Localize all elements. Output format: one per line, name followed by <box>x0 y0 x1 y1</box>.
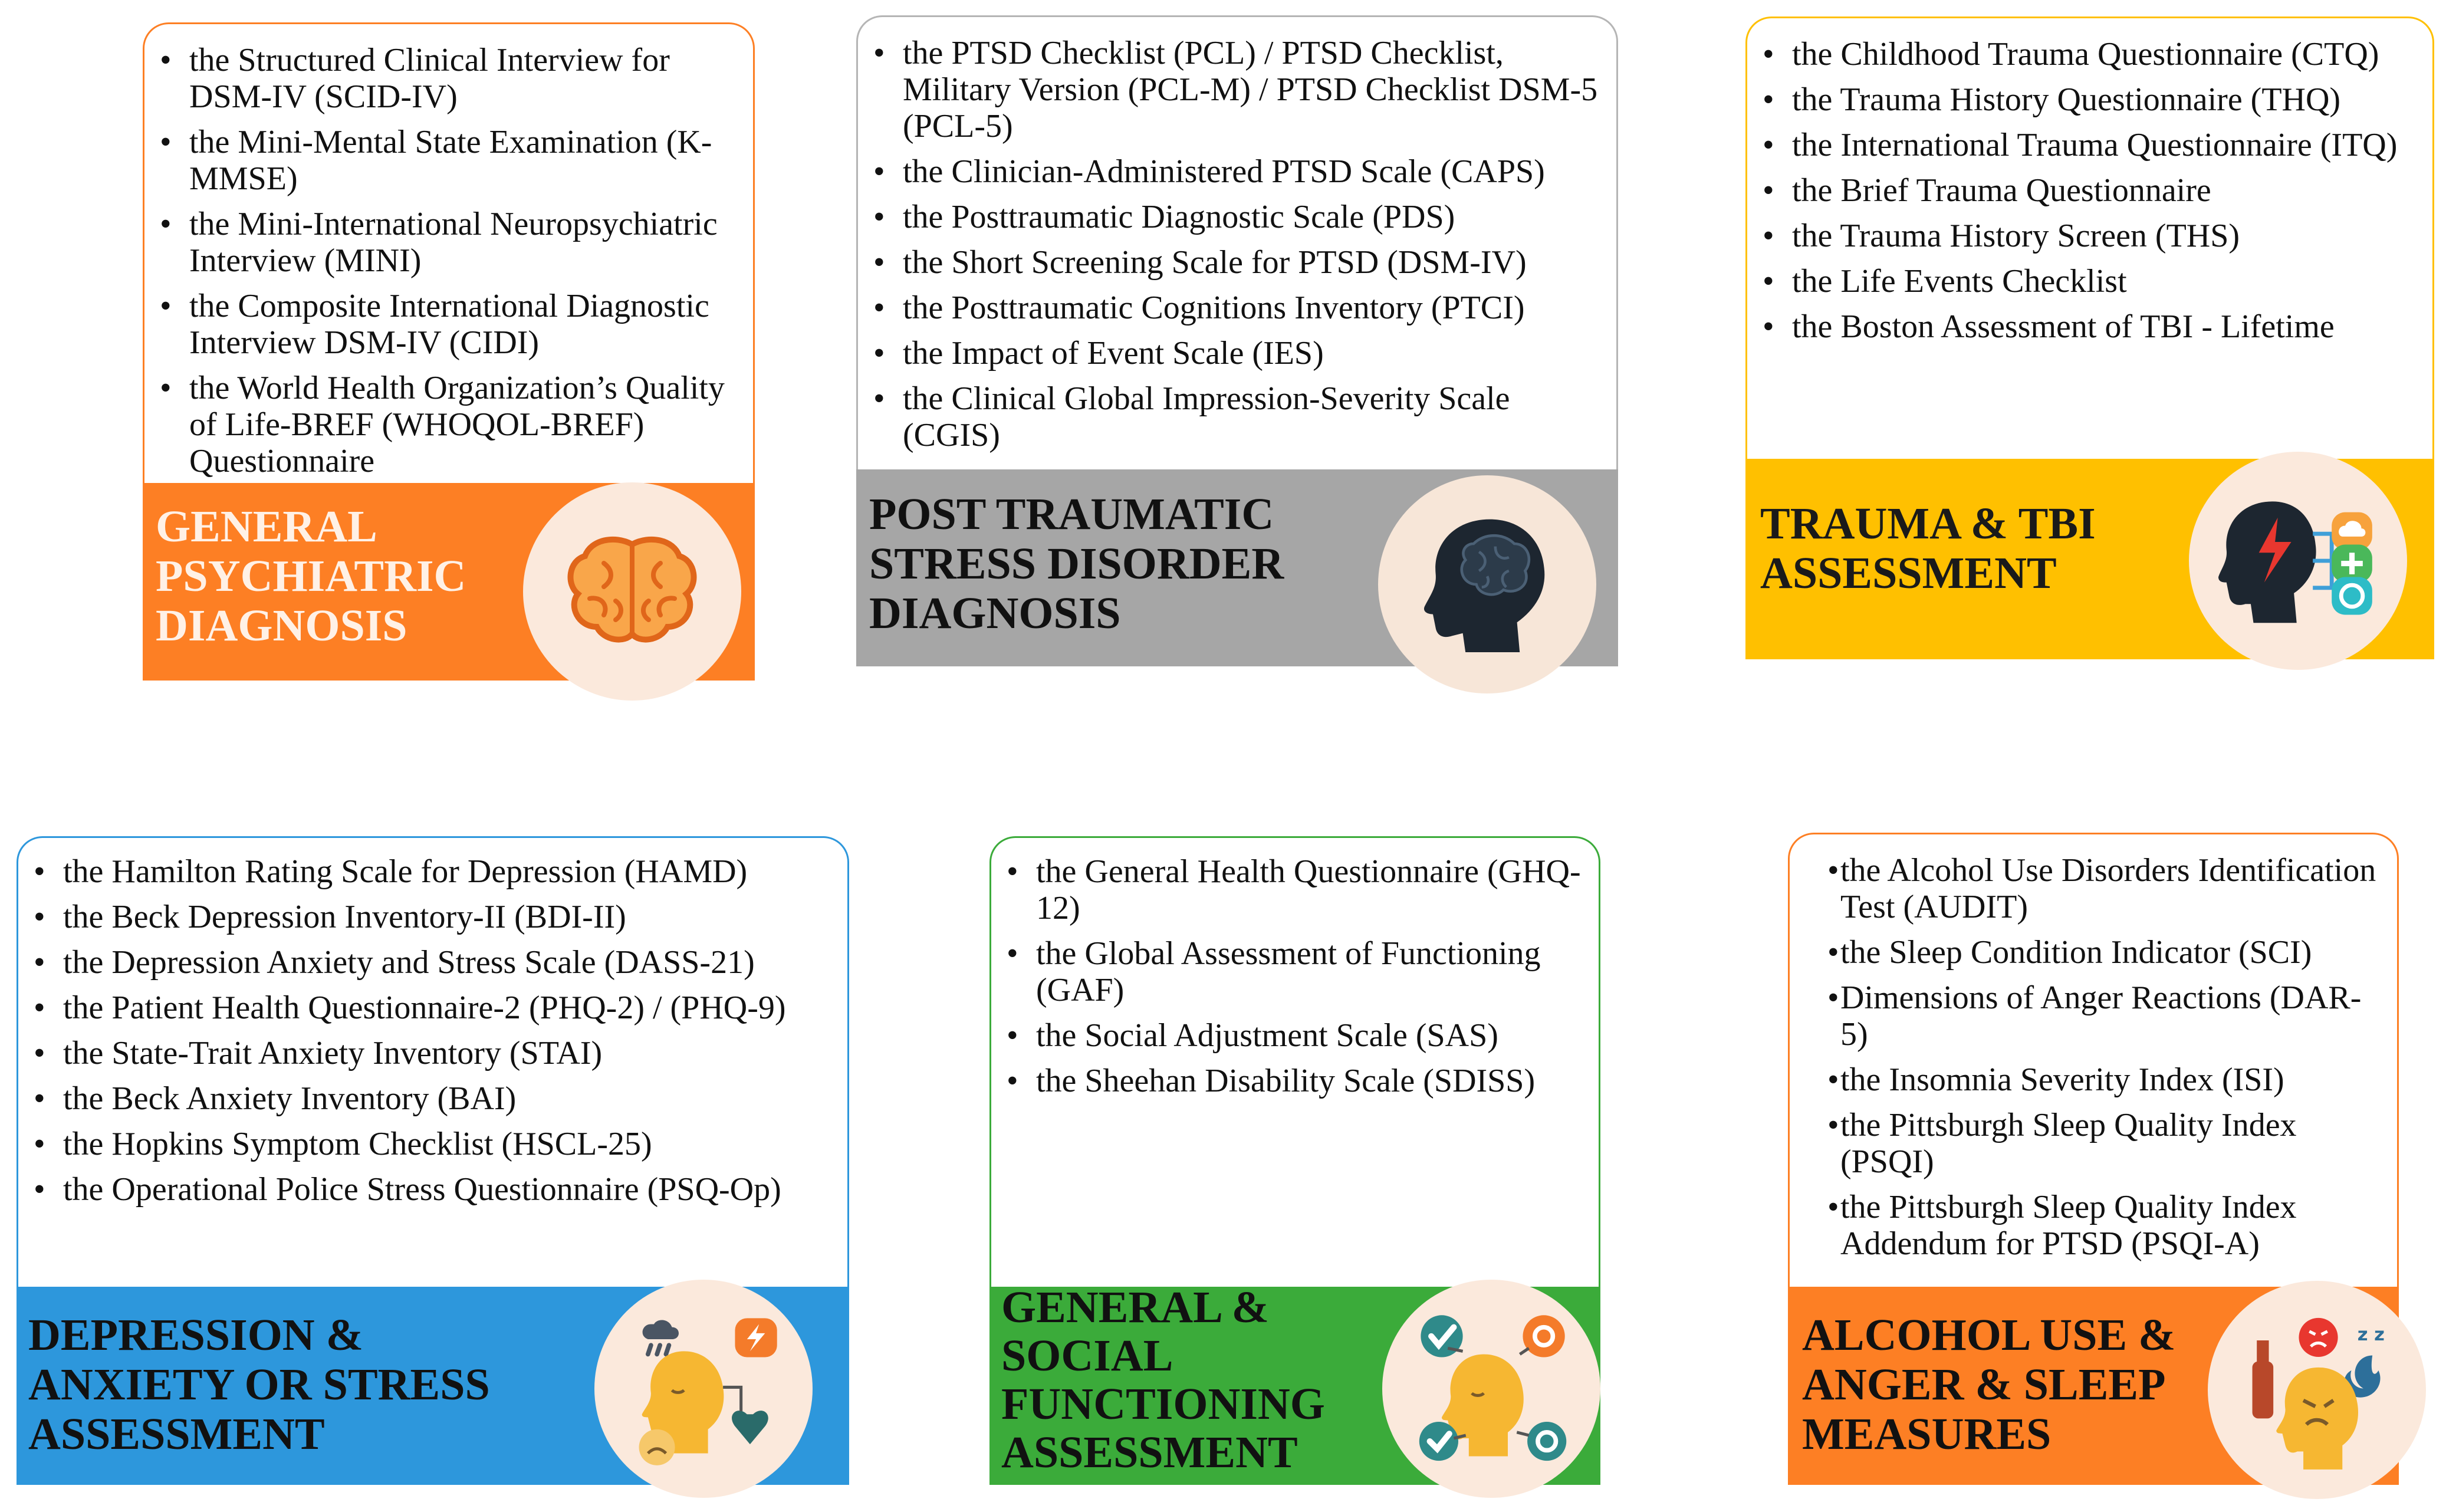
list-item: • the Mini-International Neuropsychiatric Interview (MINI) <box>155 206 741 279</box>
category-title: POST TRAUMATIC STRESS DISORDER DIAGNOSIS <box>869 489 1284 638</box>
item-list <box>1827 852 2385 1262</box>
list-item: • the Sleep Condition Indicator (SCI) <box>1827 934 2385 971</box>
list-item: • the Global Assessment of Functioning (GAF) <box>1002 935 1587 1008</box>
list-item: • the Depression Anxiety and Stress Scale (DASS-21) <box>29 944 836 981</box>
list-item: • the Impact of Event Scale (IES) <box>869 335 1605 372</box>
list-item: • the Posttraumatic Diagnostic Scale (PDS) <box>869 199 1605 235</box>
list-item: • the Hopkins Symptom Checklist (HSCL-25) <box>29 1126 836 1162</box>
list-item: • the Pittsburgh Sleep Quality Index (PSQI) <box>1827 1107 2385 1180</box>
brain-icon <box>523 482 741 701</box>
head-angry-sleep-icon <box>2208 1281 2426 1499</box>
head-check-icon <box>1382 1280 1600 1498</box>
list-box <box>1788 833 2399 1289</box>
list-item: • the International Trauma Questionnaire (ITQ) <box>1758 127 2421 163</box>
category-title: ALCOHOL USE & ANGER & SLEEP MEASURES <box>1802 1310 2176 1459</box>
item-list <box>1002 853 1587 1099</box>
list-item: • the Structured Clinical Interview for DSM-IV (SCID-IV) <box>155 42 741 115</box>
list-item: • the Operational Police Stress Questionnaire (PSQ-Op) <box>29 1171 836 1208</box>
list-item: • the Clinician-Administered PTSD Scale (CAPS) <box>869 153 1605 190</box>
list-item: • the Beck Depression Inventory-II (BDI-II) <box>29 899 836 935</box>
card-ptsd-diagnosis <box>856 15 1618 666</box>
category-title: DEPRESSION & ANXIETY OR STRESS ASSESSMENT <box>28 1310 490 1459</box>
list-item: • the Alcohol Use Disorders Identification Test (AUDIT) <box>1827 852 2385 925</box>
list-box <box>989 836 1600 1299</box>
item-list <box>29 853 836 1208</box>
list-item: • the Social Adjustment Scale (SAS) <box>1002 1017 1587 1054</box>
category-title: TRAUMA & TBI ASSESSMENT <box>1760 499 2096 598</box>
list-box <box>1745 17 2434 467</box>
list-box <box>856 15 1618 469</box>
list-item: • the Trauma History Questionnaire (THQ) <box>1758 81 2421 118</box>
list-item: • the PTSD Checklist (PCL) / PTSD Checklist, Military Version (PCL-M) / PTSD Checklist DSM-5 (PCL-5) <box>869 35 1605 144</box>
list-item: • the Insomnia Severity Index (ISI) <box>1827 1061 2385 1098</box>
card-general-social <box>989 836 1600 1485</box>
list-item: • the Brief Trauma Questionnaire <box>1758 172 2421 209</box>
list-item: • the World Health Organization’s Quality of Life-BREF (WHOQOL-BREF) Questionnaire <box>155 370 741 479</box>
list-item: • the Pittsburgh Sleep Quality Index Addendum for PTSD (PSQI-A) <box>1827 1189 2385 1262</box>
card-alcohol-anger-sleep <box>1788 833 2399 1485</box>
item-list <box>1758 36 2421 345</box>
list-item: • the Trauma History Screen (THS) <box>1758 218 2421 254</box>
list-item: • the Beck Anxiety Inventory (BAI) <box>29 1080 836 1117</box>
list-box <box>143 22 755 485</box>
list-item: • the Clinical Global Impression-Severity Scale (CGIS) <box>869 380 1605 453</box>
list-item: • Dimensions of Anger Reactions (DAR-5) <box>1827 979 2385 1053</box>
list-item: • the General Health Questionnaire (GHQ-12) <box>1002 853 1587 926</box>
card-general-psychiatric <box>143 22 755 681</box>
head-lightning-icon <box>2189 452 2407 670</box>
list-box <box>17 836 849 1299</box>
list-item: • the Short Screening Scale for PTSD (DSM-IV) <box>869 244 1605 281</box>
list-item: • the Composite International Diagnostic Interview DSM-IV (CIDI) <box>155 288 741 361</box>
list-item: • the Mini-Mental State Examination (K-MMSE) <box>155 124 741 197</box>
list-item: • the Boston Assessment of TBI - Lifetime <box>1758 308 2421 345</box>
item-list <box>869 35 1605 453</box>
list-item: • the State-Trait Anxiety Inventory (STAI) <box>29 1035 836 1071</box>
category-title: GENERAL & SOCIAL FUNCTIONING ASSESSMENT <box>1001 1283 1325 1477</box>
svg-text:z z: z z <box>2357 1324 2385 1345</box>
item-list <box>155 42 741 479</box>
category-title: GENERAL PSYCHIATRIC DIAGNOSIS <box>156 502 466 650</box>
list-item: • the Posttraumatic Cognitions Inventory (PTCI) <box>869 290 1605 326</box>
card-depression-anxiety <box>17 836 849 1485</box>
head-brain-icon <box>1378 475 1596 693</box>
list-item: • the Sheehan Disability Scale (SDISS) <box>1002 1063 1587 1099</box>
card-trauma-tbi <box>1745 17 2434 659</box>
list-item: • the Patient Health Questionnaire-2 (PHQ-2) / (PHQ-9) <box>29 990 836 1026</box>
list-item: • the Childhood Trauma Questionnaire (CTQ) <box>1758 36 2421 73</box>
head-emotions-icon <box>594 1280 813 1498</box>
list-item: • the Life Events Checklist <box>1758 263 2421 300</box>
list-item: • the Hamilton Rating Scale for Depression (HAMD) <box>29 853 836 890</box>
